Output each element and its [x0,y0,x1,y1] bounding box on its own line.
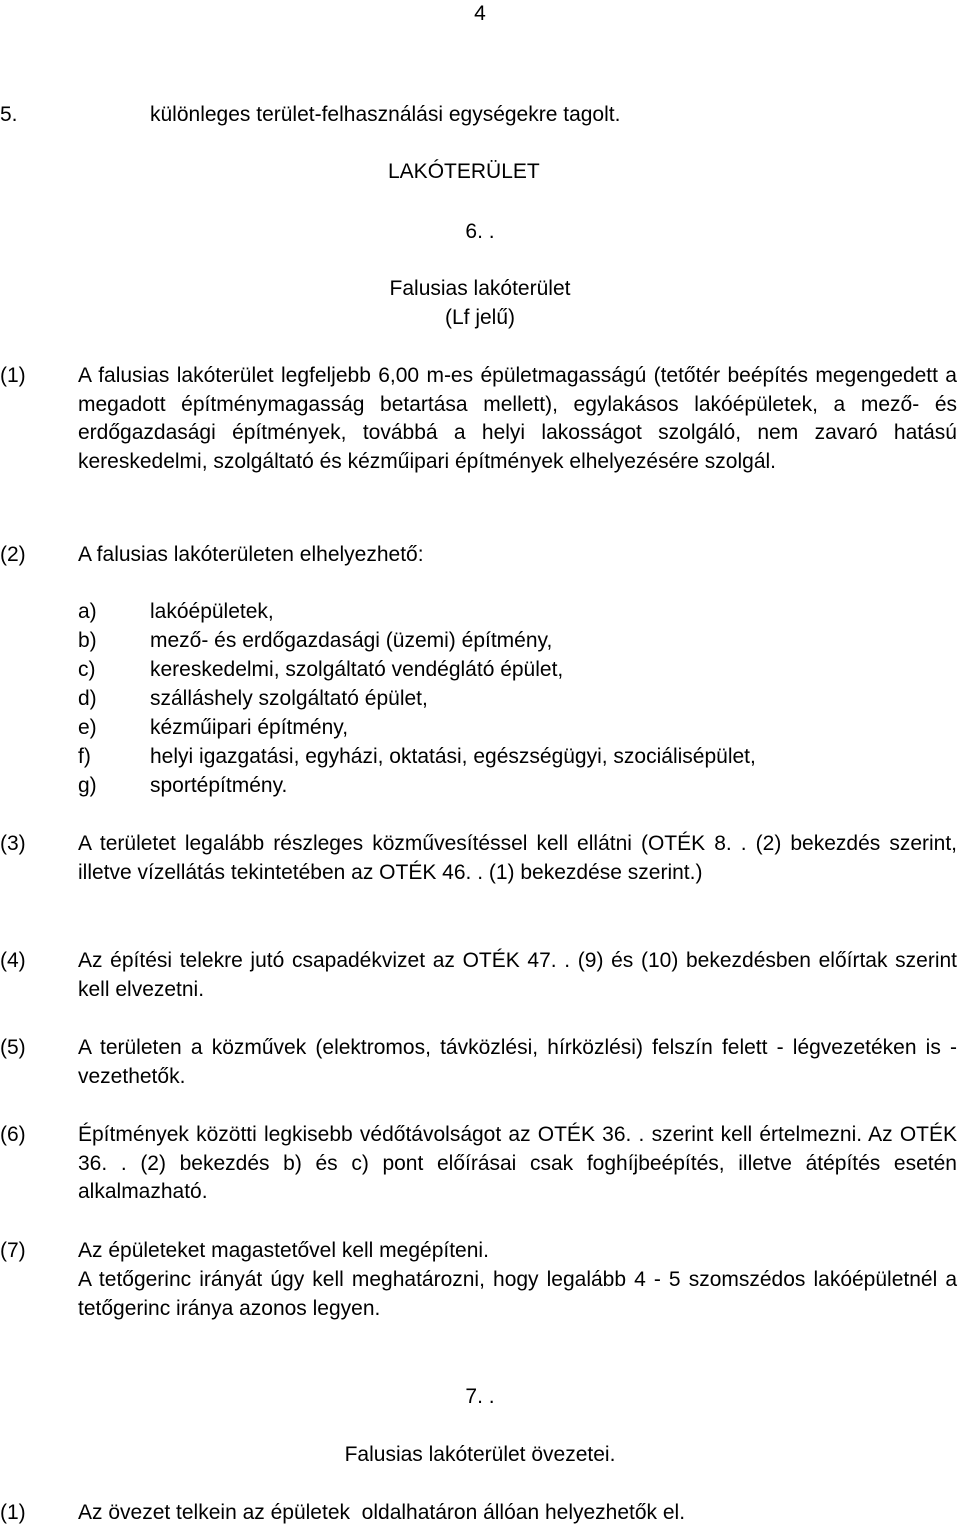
article-7-paragraph-1-text: Az övezet telkein az épületek oldalhatáron állóan helyezhetők el. [78,1501,686,1524]
paragraph-5-number: (5) [0,1036,26,1059]
paragraph-6-text: Építmények közötti legkisebb védőtávolságot az OTÉK 36. . szerint kell értelmezni. Az OTÉK 36. . (2) bekezdés b) és c) pont előírásai csak foghíjbeépítés, illetve átépítés esetén alkalmazható. [78,1123,957,1204]
list-item-text: kézműipari építmény, [150,716,349,739]
paragraph-7-number: (7) [0,1239,26,1262]
paragraph-7-text-continued: A tetőgerinc irányát úgy kell meghatározni, hogy legalább 4 - 5 szomszédos lakóépületnél a tetőgerinc iránya azonos legyen. [78,1268,957,1320]
list-item-text: lakóépületek, [150,600,274,623]
list-item-text: kereskedelmi, szolgáltató vendéglátó épület, [150,658,564,681]
article-7-title: Falusias lakóterület övezetei. [344,1443,616,1466]
intro-number: 5. [0,103,18,126]
paragraph-1-text: A falusias lakóterület legfeljebb 6,00 m-es épületmagasságú (tetőtér beépítés megengedett a megadott építménymagasság betartása mellett), egylakásos lakóépületek, a mező- és erdőgazdasági építmények, továbbá a helyi lakosságot szolgáló, nem zavaró hatású kereskedelmi, szolgáltató és kézműipari építmények elhelyezésére szolgál. [78,364,957,473]
paragraph-2-text: A falusias lakóterületen elhelyezhető: [78,543,424,566]
list-item-letter: c) [78,658,96,681]
article-7-paragraph-1-number: (1) [0,1501,26,1524]
list-item-letter: f) [78,745,91,768]
list-item-letter: a) [78,600,97,623]
paragraph-6-number: (6) [0,1123,26,1146]
list-item-letter: e) [78,716,97,739]
article-6-number: 6. . [465,220,495,243]
list-item-text: szálláshely szolgáltató épület, [150,687,428,710]
paragraph-4-text: Az építési telekre jutó csapadékvizet az OTÉK 47. . (9) és (10) bekezdésben előírtak szerint kell elvezetni. [78,949,957,1001]
article-6-subtitle: (Lf jelű) [444,306,516,329]
paragraph-7-text: Az épületeket magastetővel kell megépíteni. [78,1239,489,1262]
section-heading: LAKÓTERÜLET [388,160,540,183]
paragraph-4-number: (4) [0,949,26,972]
article-7-number: 7. . [465,1385,495,1408]
list-item-text: sportépítmény. [150,774,288,797]
paragraph-5-text: A területen a közművek (elektromos, távközlési, hírközlési) felszín felett - légvezetéken is - vezethetők. [78,1036,957,1088]
article-6-title: Falusias lakóterület [389,277,571,300]
paragraph-3-number: (3) [0,832,26,855]
list-item-text: helyi igazgatási, egyházi, oktatási, egészségügyi, szociálisépület, [150,745,756,768]
page-number: 4 [474,2,486,25]
paragraph-3-text: A területet legalább részleges közművesítéssel kell ellátni (OTÉK 8. . (2) bekezdés szerint, illetve vízellátás tekintetében az OTÉK 46. . (1) bekezdése szerint.) [78,832,957,884]
paragraph-2-number: (2) [0,543,26,566]
intro-text: különleges terület-felhasználási egységekre tagolt. [150,103,621,126]
list-item-letter: g) [78,774,97,797]
list-item-letter: b) [78,629,97,652]
list-item-text: mező- és erdőgazdasági (üzemi) építmény, [150,629,553,652]
paragraph-1-number: (1) [0,364,26,387]
list-item-letter: d) [78,687,97,710]
